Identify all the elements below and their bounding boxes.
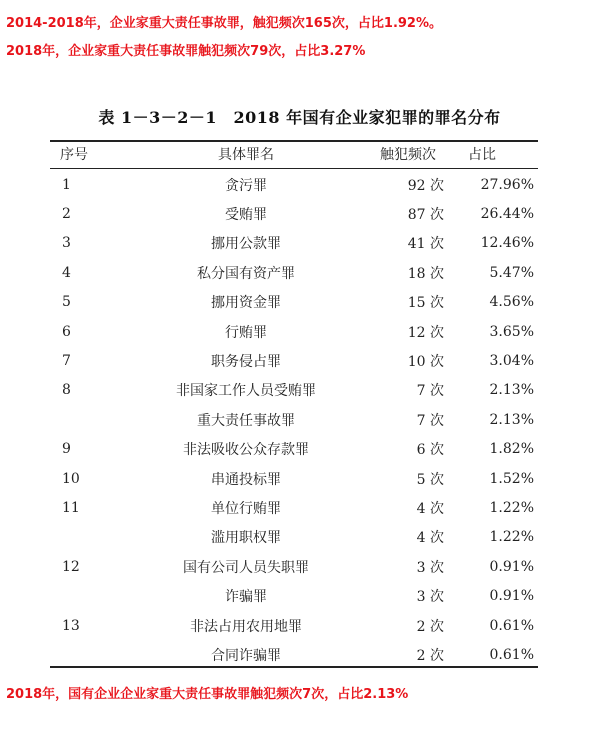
cell-no: 11 [62, 500, 80, 517]
cell-frequency: 2 次 [416, 618, 444, 635]
cell-offense-name: 挪用资金罪 [211, 295, 281, 312]
cell-offense-name: 行贿罪 [225, 324, 267, 341]
cell-no: 10 [62, 470, 80, 487]
cell-offense-name: 非法占用农用地罪 [190, 618, 302, 635]
table-row [50, 199, 538, 228]
cell-frequency: 41 次 [407, 236, 444, 253]
cell-no: 1 [62, 176, 71, 193]
cell-offense-name: 合同诈骗罪 [211, 648, 281, 665]
table-caption: 表 1－3－2－1 2018 年国有企业家犯罪的罪名分布 [98, 108, 501, 127]
cell-offense-name: 私分国有资产罪 [197, 265, 295, 282]
cell-share: 5.47% [489, 264, 534, 281]
header-frequency: 触犯频次 [380, 147, 436, 163]
cell-no: 12 [62, 558, 80, 575]
cell-frequency: 4 次 [416, 501, 444, 518]
cell-offense-name: 职务侵占罪 [211, 354, 281, 371]
cell-frequency: 2 次 [416, 648, 444, 665]
cell-offense-name: 重大责任事故罪 [197, 412, 295, 429]
table-row [50, 582, 538, 611]
table-row [50, 493, 538, 522]
table-header-row [50, 140, 538, 168]
cell-offense-name: 滥用职权罪 [211, 530, 281, 547]
cell-share: 1.52% [489, 470, 534, 487]
cell-share: 26.44% [480, 206, 534, 223]
cell-frequency: 92 次 [407, 177, 444, 194]
table-row [50, 258, 538, 287]
cell-share: 0.91% [489, 588, 534, 605]
cell-frequency: 7 次 [416, 412, 444, 429]
cell-offense-name: 非国家工作人员受贿罪 [176, 383, 316, 400]
cell-no: 4 [62, 264, 71, 281]
table-row [50, 229, 538, 258]
cell-frequency: 3 次 [416, 559, 444, 576]
cell-offense-name: 诈骗罪 [225, 589, 267, 606]
highlight-note-overall: 2014-2018年，企业家重大责任事故罪，触犯频次165次，占比1.92%。 [6, 16, 442, 31]
cell-frequency: 12 次 [407, 324, 444, 341]
table-row [50, 640, 538, 669]
cell-share: 3.65% [489, 323, 534, 340]
table-header-rule [50, 168, 538, 169]
cell-share: 1.22% [489, 500, 534, 517]
cell-no: 9 [62, 441, 71, 458]
cell-share: 3.04% [489, 353, 534, 370]
cell-share: 2.13% [489, 411, 534, 428]
cell-offense-name: 非法吸收公众存款罪 [183, 442, 309, 459]
table-row [50, 405, 538, 434]
table-row [50, 346, 538, 375]
cell-share: 1.82% [489, 441, 534, 458]
cell-no: 2 [62, 206, 71, 223]
cell-no: 8 [62, 382, 71, 399]
cell-share: 0.61% [489, 617, 534, 634]
table-row [50, 288, 538, 317]
cell-frequency: 6 次 [416, 442, 444, 459]
table-row [50, 464, 538, 493]
header-no: 序号 [60, 147, 88, 163]
cell-frequency: 5 次 [416, 471, 444, 488]
cell-frequency: 10 次 [407, 354, 444, 371]
cell-frequency: 7 次 [416, 383, 444, 400]
cell-frequency: 18 次 [407, 265, 444, 282]
cell-offense-name: 贪污罪 [225, 177, 267, 194]
cell-frequency: 15 次 [407, 295, 444, 312]
cell-offense-name: 挪用公款罪 [211, 236, 281, 253]
cell-share: 4.56% [489, 294, 534, 311]
cell-share: 1.22% [489, 529, 534, 546]
cell-frequency: 87 次 [407, 207, 444, 224]
cell-offense-name: 单位行贿罪 [211, 501, 281, 518]
cell-frequency: 4 次 [416, 530, 444, 547]
cell-no: 13 [62, 617, 80, 634]
header-share: 占比 [468, 147, 496, 163]
table-row [50, 435, 538, 464]
cell-share: 0.91% [489, 558, 534, 575]
cell-no: 7 [62, 353, 71, 370]
cell-no: 3 [62, 235, 71, 252]
cell-no: 6 [62, 323, 71, 340]
cell-no: 5 [62, 294, 71, 311]
header-offense-name: 具体罪名 [218, 147, 274, 163]
cell-offense-name: 串通投标罪 [211, 471, 281, 488]
cell-offense-name: 国有公司人员失职罪 [183, 559, 309, 576]
cell-share: 0.61% [489, 647, 534, 664]
cell-share: 27.96% [480, 176, 534, 193]
table-row [50, 317, 538, 346]
highlight-note-2018: 2018年，企业家重大责任事故罪触犯频次79次，占比3.27% [6, 44, 366, 59]
cell-frequency: 3 次 [416, 589, 444, 606]
table-row [50, 523, 538, 552]
cell-share: 2.13% [489, 382, 534, 399]
highlight-note-soe-2018: 2018年，国有企业企业家重大责任事故罪触犯频次7次，占比2.13% [6, 687, 409, 702]
table-row [50, 611, 538, 640]
cell-offense-name: 受贿罪 [225, 207, 267, 224]
table-row [50, 552, 538, 581]
cell-share: 12.46% [480, 235, 534, 252]
table-row [50, 170, 538, 199]
table-row [50, 376, 538, 405]
